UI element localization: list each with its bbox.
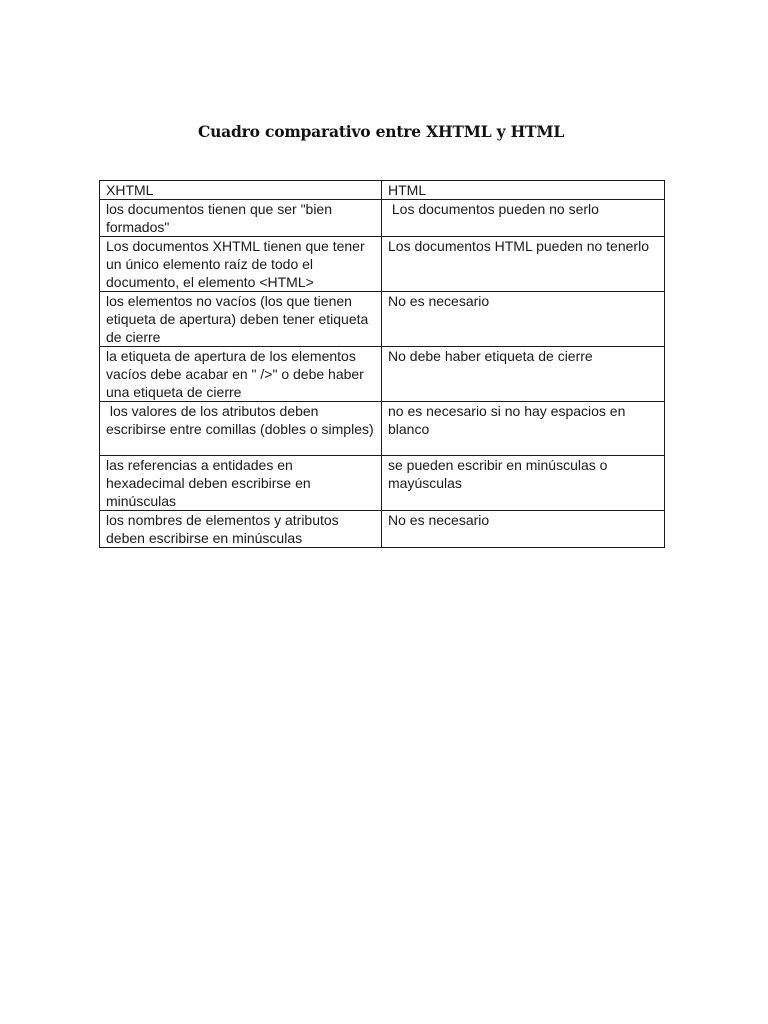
table-row	[100, 456, 665, 511]
comparison-table	[99, 180, 665, 548]
xhtml-cell	[100, 456, 382, 511]
html-cell	[382, 511, 665, 548]
cell-text: Los documentos pueden no serlo	[388, 201, 599, 217]
cell-text: los nombres de elementos y atributos deben escribirse en minúsculas	[106, 512, 343, 546]
html-cell	[382, 347, 665, 402]
cell-text: los valores de los atributos deben escribirse entre comillas (dobles o simples)	[106, 403, 374, 437]
table-row	[100, 237, 665, 292]
xhtml-cell	[100, 347, 382, 402]
table-row	[100, 200, 665, 237]
table-row	[100, 292, 665, 347]
cell-text: Los documentos XHTML tienen que tener un único elemento raíz de todo el documento, el elemento <HTML>	[106, 238, 369, 290]
table-row	[100, 511, 665, 548]
html-cell	[382, 402, 665, 456]
cell-text: la etiqueta de apertura de los elementos vacíos debe acabar en " />" o debe haber una etiqueta de cierre	[106, 348, 368, 400]
document-title: Cuadro comparativo entre XHTML y HTML	[197, 122, 565, 141]
cell-text: los elementos no vacíos (los que tienen etiqueta de apertura) deben tener etiqueta de cierre	[106, 293, 373, 345]
html-cell	[382, 237, 665, 292]
cell-text: No es necesario	[388, 293, 490, 309]
cell-text: No es necesario	[388, 512, 490, 528]
cell-text: no es necesario si no hay espacios en blanco	[388, 403, 630, 437]
header-cell-html	[382, 181, 665, 200]
cell-text: se pueden escribir en minúsculas o mayúsculas	[388, 457, 612, 491]
table-row	[100, 402, 665, 456]
header-label: XHTML	[106, 182, 154, 198]
xhtml-cell	[100, 402, 382, 456]
cell-text: No debe haber etiqueta de cierre	[388, 348, 593, 364]
html-cell	[382, 200, 665, 237]
header-label: HTML	[388, 182, 427, 198]
xhtml-cell	[100, 511, 382, 548]
cell-text: las referencias a entidades en hexadecimal deben escribirse en minúsculas	[106, 457, 315, 509]
xhtml-cell	[100, 237, 382, 292]
xhtml-cell	[100, 200, 382, 237]
html-cell	[382, 456, 665, 511]
table-row	[100, 347, 665, 402]
cell-text: Los documentos HTML pueden no tenerlo	[388, 238, 649, 254]
header-cell-xhtml	[100, 181, 382, 200]
html-cell	[382, 292, 665, 347]
cell-text: los documentos tienen que ser "bien formados"	[106, 201, 336, 235]
xhtml-cell	[100, 292, 382, 347]
table-header-row	[100, 181, 665, 200]
